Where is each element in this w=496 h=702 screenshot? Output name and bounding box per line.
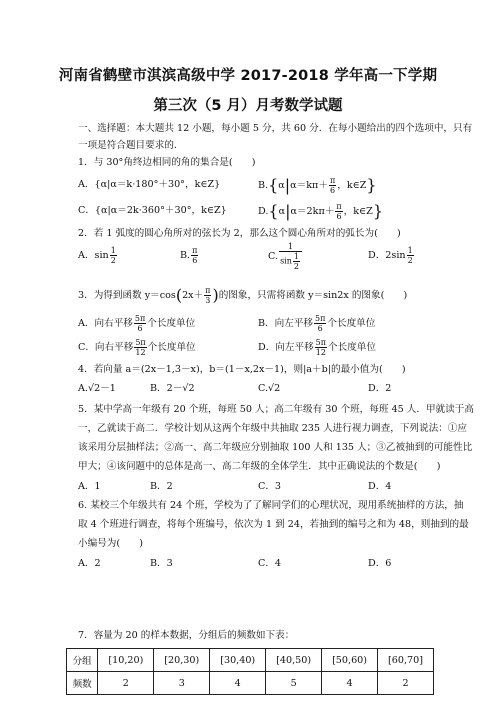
q3-option-c: C．向右平移 $\frac{5\pi}{12}$ 个长度单位 xyxy=(78,338,196,357)
q1-d-tail: ，k∈Z xyxy=(343,206,373,217)
q5-line3: 该采用分层抽样法；②高一、高二年级应分别抽取 100 人和 135 人；③乙被抽到的可能性比 xyxy=(78,442,473,453)
q6-line3: 小编号为( ) xyxy=(78,538,144,549)
section-instructions-line2: 一项是符合题目要求的. xyxy=(78,140,177,151)
section-instructions-line1: 一、选择题：本大题共 12 小题，每小题 5 分，共 60 分．在每小题给出的四个选项中，只有 xyxy=(78,123,473,134)
q4-option-c: C.√2 xyxy=(258,383,281,394)
table-cell: 2 xyxy=(98,672,154,695)
table-cell: 分组 xyxy=(67,649,98,672)
q4-option-b: B．2－√2 xyxy=(150,383,195,394)
q2-c-fraction: 1 sin $\frac{1}{2}$ xyxy=(279,242,302,271)
q1-stem: 1．与 30°角终边相同的角的集合是( ) xyxy=(78,157,256,168)
q5-line2: 一，乙就读于高二．学校计划从这两个年级中共抽取 235 人进行视力调查，下列说法：①应 xyxy=(78,423,467,434)
table-cell: [40,50) xyxy=(266,649,322,672)
q2-option-b: B. $\frac{\pi}{6}$ xyxy=(180,246,198,265)
q2-option-c: C. 1 sin $\frac{1}{2}$ xyxy=(268,242,303,271)
q2-stem: 2．若 1 弧度的圆心角所对的弦长为 2，那么这个圆心角所对的弧长为( ) xyxy=(78,228,401,239)
q1-option-b: B.{α|α＝kπ＋ $\frac{\pi}{6}$ ，k∈Z} xyxy=(258,175,377,195)
q4-option-a: A.√2－1 xyxy=(78,383,116,394)
q2-option-a: A．sin $\frac{1}{2}$ xyxy=(78,246,116,265)
table-header-row xyxy=(67,649,434,672)
table-cell: [20,30) xyxy=(154,649,210,672)
q1-b-var: α xyxy=(278,180,285,191)
table-row xyxy=(67,672,434,695)
q3-option-a: A．向右平移 $\frac{5\pi}{6}$ 个长度单位 xyxy=(78,314,196,333)
q3-stem-fraction: $\frac{\pi}{3}$ xyxy=(205,286,211,305)
table-cell: 3 xyxy=(154,672,210,695)
table-cell: 4 xyxy=(210,672,266,695)
q1-d-expr: α＝2kπ＋ xyxy=(290,206,335,217)
q3-option-d: D．向左平移 $\frac{5\pi}{12}$ 个长度单位 xyxy=(258,338,376,357)
q6-option-c: C．4 xyxy=(258,558,282,569)
q2-a-fraction: $\frac{1}{2}$ xyxy=(110,246,116,265)
table-cell: 5 xyxy=(266,672,322,695)
q7-stem: 7．容量为 20 的样本数据，分组后的频数如下表： xyxy=(78,630,295,641)
q5-option-d: D．4 xyxy=(368,481,392,492)
q5-option-a: A．1 xyxy=(78,481,101,492)
q2-d-fraction: $\frac{1}{2}$ xyxy=(407,246,413,265)
q3-stem: 3．为得到函数 y＝cos(2x＋ $\frac{\pi}{3}$ )的图象，只需将函数 y＝sin2x 的图象( ) xyxy=(78,285,408,305)
q2-option-d: D．2sin $\frac{1}{2}$ xyxy=(368,246,413,265)
q1-d-fraction: $\frac{\pi}{6}$ xyxy=(336,202,342,221)
frequency-table xyxy=(66,648,434,695)
q4-option-d: D．2 xyxy=(368,383,392,394)
q1-d-label: D. xyxy=(258,206,269,217)
table-cell: [50,60) xyxy=(322,649,378,672)
q1-option-c: C．{α|α＝2k·360°＋30°，k∈Z} xyxy=(78,205,227,216)
q4-stem: 4．若向量 a＝(2x－1,3－x)，b＝(1－x,2x－1)，则|a＋b|的最小值为( ) xyxy=(78,364,406,375)
q5-option-c: C．3 xyxy=(258,481,282,492)
q3-option-b: B．向左平移 $\frac{5\pi}{6}$ 个长度单位 xyxy=(258,314,376,333)
q2-b-fraction: $\frac{\pi}{6}$ xyxy=(192,246,198,265)
q1-b-expr: α＝kπ＋ xyxy=(290,180,328,191)
q6-option-d: D．6 xyxy=(368,558,392,569)
table-cell: [60,70] xyxy=(378,649,434,672)
page-title-line2: 第三次（5 月）月考数学试题 xyxy=(153,98,343,114)
table-cell: 4 xyxy=(322,672,378,695)
page-title-line1: 河南省鹤壁市淇滨高级中学 2017-2018 学年高一下学期 xyxy=(58,68,438,84)
q1-d-var: α xyxy=(278,206,286,217)
q1-b-tail: ，k∈Z xyxy=(337,180,367,191)
q6-option-a: A．2 xyxy=(78,558,101,569)
q6-line1: 6. 某校三个年级共有 24 个班，学校为了了解同学们的心理状况，现用系统抽样的方法，抽 xyxy=(78,500,464,511)
q1-b-fraction: $\frac{\pi}{6}$ xyxy=(329,176,336,195)
table-cell: 2 xyxy=(378,672,434,695)
q6-option-b: B．3 xyxy=(150,558,173,569)
q6-line2: 取 4 个班进行调查，将每个班编号，依次为 1 到 24，若抽到的编号之和为 48，则抽到的最 xyxy=(78,519,469,530)
q5-line4: 甲大；④该问题中的总体是高一、高二年级的全体学生．其中正确说法的个数是( ) xyxy=(78,461,441,472)
q1-option-d: D.{α|α＝2kπ＋ $\frac{\pi}{6}$ ，k∈Z} xyxy=(258,201,383,221)
q1-b-label: B. xyxy=(258,180,269,191)
table-cell: [10,20) xyxy=(98,649,154,672)
q5-option-b: B．2 xyxy=(150,481,173,492)
table-cell: 频数 xyxy=(67,672,98,695)
q5-line1: 5．某中学高一年级有 20 个班，每班 50 人；高二年级有 30 个班，每班 45 人．甲就读于高 xyxy=(78,404,474,415)
table-cell: [30,40) xyxy=(210,649,266,672)
q1-option-a: A．{α|α＝k·180°＋30°，k∈Z} xyxy=(78,179,221,190)
